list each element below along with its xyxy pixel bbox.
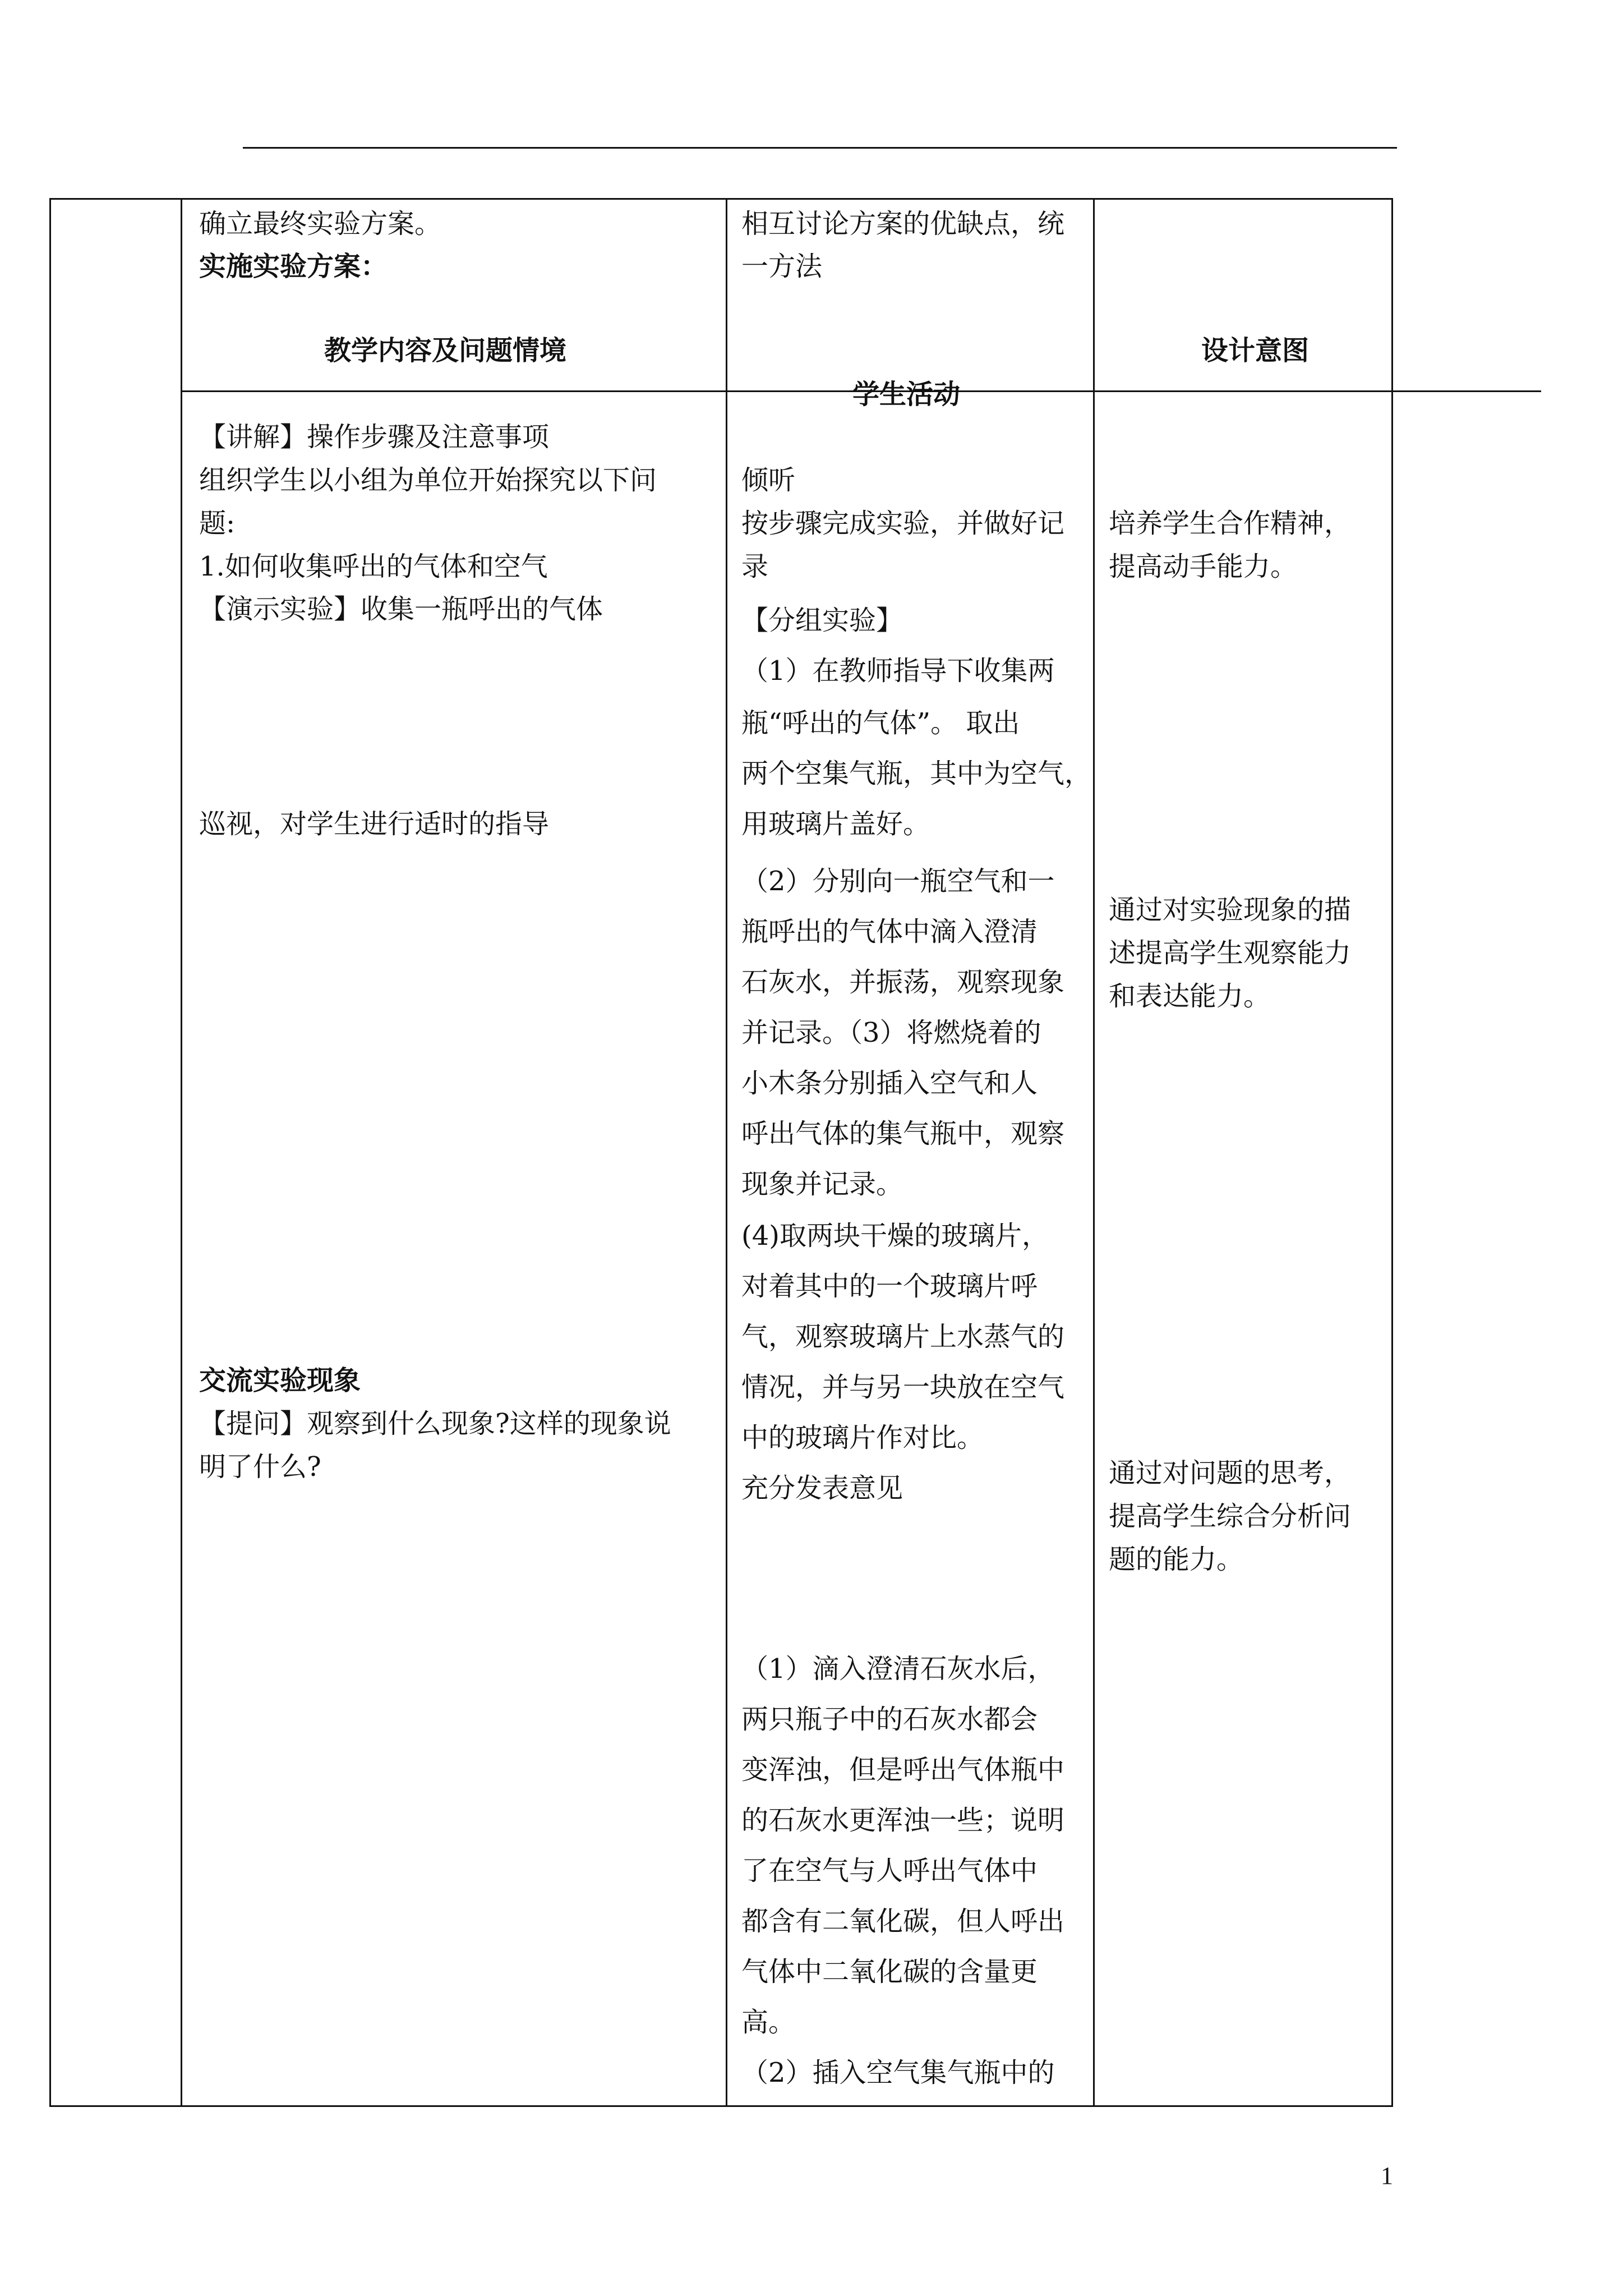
col2-line: 了在空气与人呼出气体中 [741,1855,1038,1887]
col2-line: 瓶呼出的气体中滴入澄清 [741,916,1038,947]
col1-line: 1.如何收集呼出的气体和空气 [199,551,548,582]
col3-line: 题的能力。 [1109,1544,1244,1575]
col3-line: 述提高学生观察能力 [1109,937,1352,969]
col2-line: 呼出气体的集气瓶中，观察 [741,1118,1065,1149]
col1-line: 明了什么? [199,1451,321,1483]
col2-line: 石灰水，并振荡，观察现象 [741,967,1065,998]
col2-line: （1）在教师指导下收集两 [741,655,1055,687]
col2-line: 气，观察玻璃片上水蒸气的 [741,1321,1065,1352]
col2-line: 气体中二氧化碳的含量更 [741,1956,1038,1987]
col3-line: 提高动手能力。 [1109,551,1298,582]
col-divider-1 [181,198,182,2107]
col2-line: 并记录。（3）将燃烧着的 [741,1017,1041,1048]
col2-line: 用玻璃片盖好。 [741,808,930,840]
col2-line: 小木条分别插入空气和人 [741,1068,1038,1099]
col2-line: 高。 [741,2007,796,2038]
col1-line: 【演示实验】收集一瓶呼出的气体 [199,593,603,625]
col2-line: 两只瓶子中的石灰水都会 [741,1704,1038,1735]
col1-line: 实施实验方案： [199,251,388,282]
col1-line: 组织学生以小组为单位开始探究以下问 [199,464,657,496]
col3-line: 提高学生综合分析问 [1109,1501,1352,1532]
header-student-activity: 学生活动 [852,379,961,410]
col2-line: 变浑浊，但是呼出气体瓶中 [741,1754,1065,1786]
col1-line: 【提问】观察到什么现象?这样的现象说 [199,1408,671,1439]
col3-line: 通过对实验现象的描 [1109,894,1352,926]
col2-line: (4)取两块干燥的玻璃片， [741,1220,1049,1251]
col2-line: 倾听 [741,464,796,496]
col3-line: 和表达能力。 [1109,981,1271,1012]
col2-line: 现象并记录。 [741,1168,903,1200]
col2-line: 的石灰水更浑浊一些；说明 [741,1805,1065,1836]
col1-line: 【讲解】操作步骤及注意事项 [199,421,550,453]
col2-line: （1）滴入澄清石灰水后， [741,1653,1055,1685]
col2-line: 一方法 [741,251,823,282]
col-divider-2 [726,198,727,2107]
col1-line: 题: [199,508,236,539]
col-divider-3 [1093,198,1095,2107]
table-border-bottom [49,2105,1393,2107]
col2-line: （2）分别向一瓶空气和一 [741,866,1055,897]
col2-line: 录 [741,551,769,582]
col2-line: 充分发表意见 [741,1473,903,1504]
table-border-top [49,198,1393,200]
col2-line: 相互讨论方案的优缺点，统 [741,208,1065,240]
table-border-left [49,198,51,2107]
col2-line: 对着其中的一个玻璃片呼 [741,1271,1038,1302]
page-number: 1 [1381,2162,1393,2189]
col2-line: 按步骤完成实验，并做好记 [741,508,1065,539]
header-design-intent: 设计意图 [1201,335,1310,366]
col2-line: 中的玻璃片作对比。 [741,1422,984,1453]
col2-line: 两个空集气瓶，其中为空气， [741,758,1092,789]
col1-line: 确立最终实验方案。 [199,208,442,240]
col2-line: 都含有二氧化碳，但人呼出 [741,1906,1065,1937]
col1-line: 巡视，对学生进行适时的指导 [199,808,550,840]
col3-line: 培养学生合作精神， [1109,508,1352,539]
col2-line: （2）插入空气集气瓶中的 [741,2057,1055,2088]
col2-line: 瓶“呼出的气体”。 取出 [741,707,1020,739]
col2-line: 情况，并与另一块放在空气 [741,1372,1065,1403]
col3-line: 通过对问题的思考， [1109,1457,1352,1489]
col1-line: 交流实验现象 [199,1365,361,1396]
table-border-right [1391,198,1393,2107]
header-teaching-content: 教学内容及问题情境 [324,335,567,366]
col2-line: 【分组实验】 [741,605,903,636]
